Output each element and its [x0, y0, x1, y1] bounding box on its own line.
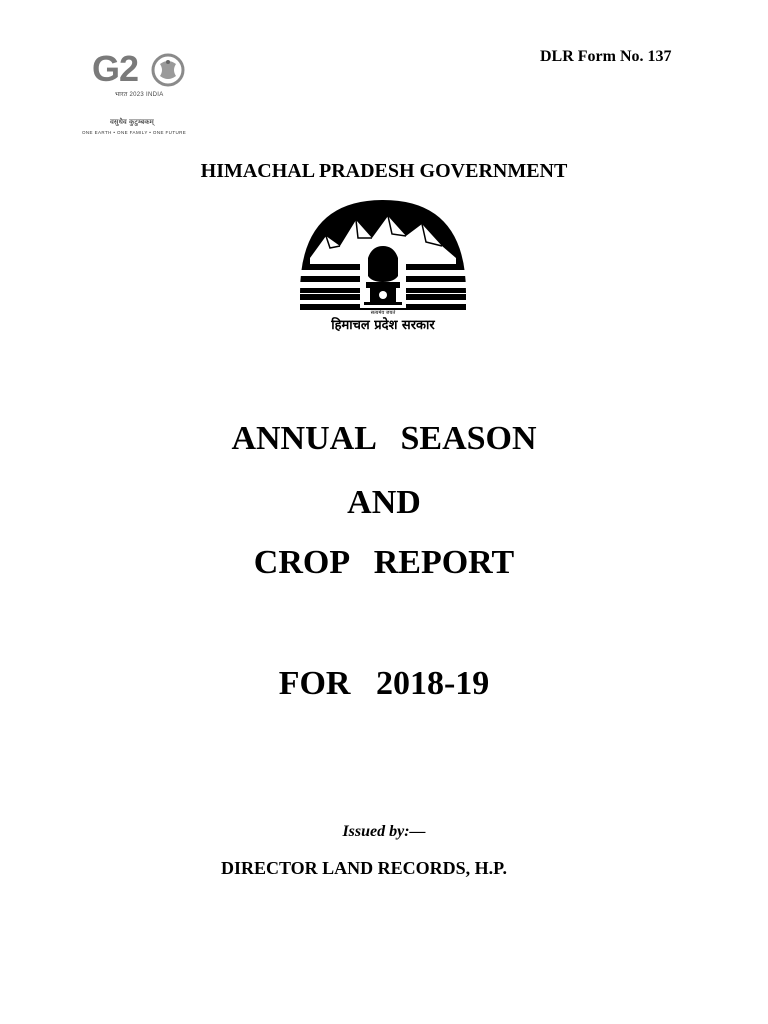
government-heading: HIMACHAL PRADESH GOVERNMENT: [200, 160, 568, 182]
g20-motto: ONE EARTH • ONE FAMILY • ONE FUTURE: [82, 130, 187, 135]
form-number: DLR Form No. 137: [540, 48, 672, 65]
title-year: FOR 2018-19: [278, 665, 490, 702]
title-line-2: AND: [347, 484, 421, 521]
title-line-3: CROP REPORT: [253, 544, 515, 581]
g20-logo: [80, 48, 198, 140]
issued-by-label: Issued by:—: [342, 823, 426, 840]
g20-hindi-motto: वसुधैव कुटुम्बकम्: [110, 118, 154, 126]
issuer-name: DIRECTOR LAND RECORDS, H.P.: [220, 858, 508, 878]
title-line-1: ANNUAL SEASON: [231, 420, 537, 457]
emblem-caption: हिमाचल प्रदेश सरकार: [331, 318, 435, 333]
g20-subtitle: भारत 2023 INDIA: [115, 92, 164, 98]
himachal-emblem-seal: [296, 198, 470, 333]
emblem-motto: सत्यमेव जयते: [370, 310, 396, 316]
g20-mark: G2: [92, 48, 139, 89]
globe-icon: [150, 52, 186, 88]
